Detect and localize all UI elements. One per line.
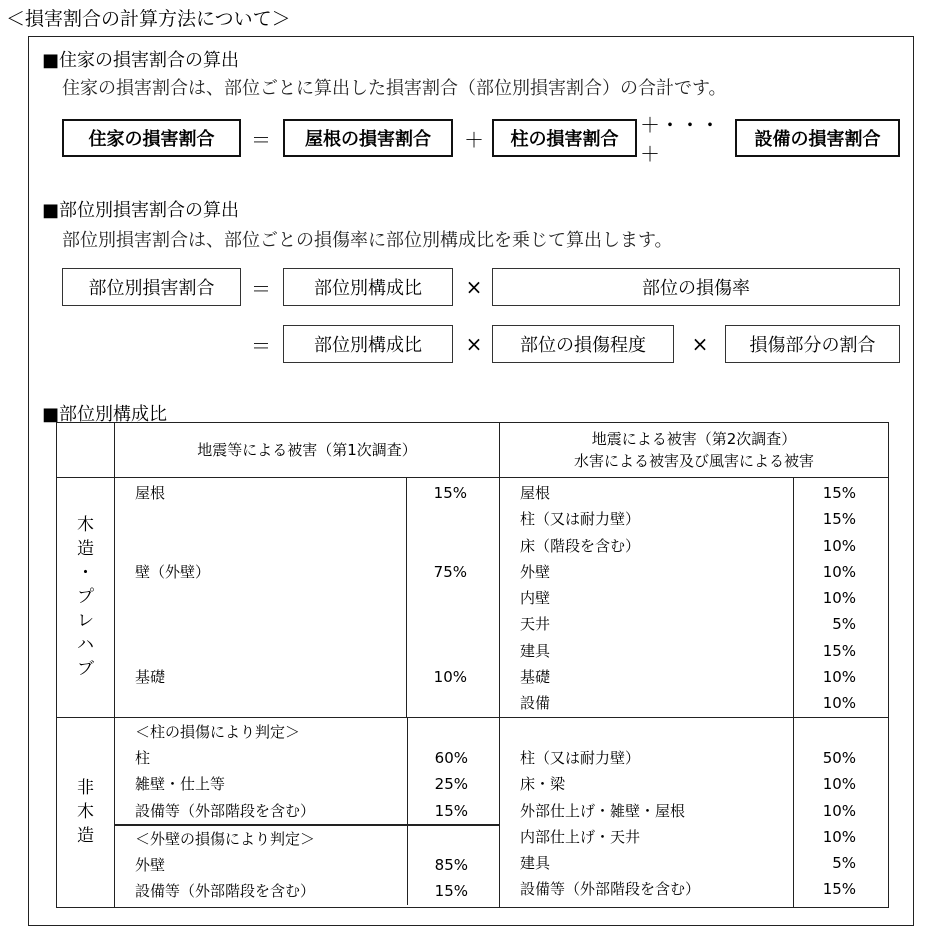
list-value: 10% <box>822 801 857 820</box>
list-item <box>135 585 406 611</box>
list-value: 15% <box>433 484 468 502</box>
nonwood-second-pcts <box>794 717 889 907</box>
list-item: 基礎 <box>135 668 166 687</box>
list-value: 15% <box>407 878 500 904</box>
wood-second-pcts <box>794 478 889 718</box>
formula3-equals: ＝ <box>251 333 271 358</box>
list-value: 60% <box>407 745 500 771</box>
list-item: 建具 <box>520 854 551 873</box>
wood-first-names <box>115 478 407 718</box>
section1-text: 住家の損害割合は、部位ごとに算出した損害割合（部位別損害割合）の合計です。 <box>62 78 727 99</box>
formula1-pillar: 柱の損害割合 <box>492 119 637 157</box>
list-value: 15% <box>822 484 857 502</box>
list-item: 内部仕上げ・天井 <box>520 827 641 846</box>
formula3-times1: × <box>465 332 483 356</box>
nonwood-first-cell <box>115 717 500 907</box>
wood-label-char: 木 <box>77 515 94 536</box>
formula1-plus: ＋ <box>464 127 484 152</box>
wood-label <box>57 478 115 718</box>
list-item: 柱（又は耐力壁） <box>520 510 641 529</box>
formula1-roof: 屋根の損害割合 <box>283 119 453 157</box>
list-value: 15% <box>407 798 500 825</box>
list-item: 設備等（外部階段を含む） <box>520 880 701 899</box>
formula1-lhs: 住家の損害割合 <box>62 119 241 157</box>
list-value: 15% <box>822 641 857 660</box>
composition-table <box>56 422 889 908</box>
formula1-equipment: 設備の損害割合 <box>735 119 900 157</box>
wood-label-char: プ <box>77 587 94 608</box>
nonwood-first-subtable <box>115 718 500 905</box>
list-value: 50% <box>822 748 857 767</box>
list-item: 外部仕上げ・雑壁・屋根 <box>520 801 686 820</box>
list-value: 10% <box>822 536 857 555</box>
wood-label-char: ハ <box>77 635 94 656</box>
list-item: 柱（又は耐力壁） <box>520 748 641 767</box>
section3-heading: ■部位別構成比 <box>42 404 168 425</box>
list-item: 雑壁・仕上等 <box>135 775 226 794</box>
formula3-damaged-portion: 損傷部分の割合 <box>725 325 900 363</box>
group2-title: ＜外壁の損傷により判定＞ <box>135 829 316 848</box>
list-item: 建具 <box>520 641 551 660</box>
list-item: 基礎 <box>520 668 551 687</box>
list-value: 75% <box>433 562 468 581</box>
col2-header <box>500 423 889 478</box>
wood-label-char: 造 <box>77 539 94 560</box>
formula3-damage-degree: 部位の損傷程度 <box>492 325 674 363</box>
page-title: ＜損害割合の計算方法について＞ <box>6 8 291 30</box>
list-value: 10% <box>822 589 857 608</box>
col2-header-line2: 水害による被害及び風害による被害 <box>574 452 815 470</box>
formula2-ratio: 部位別構成比 <box>283 268 453 306</box>
list-item: 床・梁 <box>520 775 566 794</box>
list-item: 柱 <box>135 748 151 767</box>
nonwood-label-char: 木 <box>77 802 94 823</box>
formula3-ratio: 部位別構成比 <box>283 325 453 363</box>
formula1-dots: ＋・・・＋ <box>640 113 720 166</box>
formula3-times2: × <box>691 332 709 356</box>
list-value: 10% <box>822 694 857 713</box>
list-item: 屋根 <box>520 484 551 502</box>
list-value: 85% <box>407 852 500 878</box>
wood-label-char: レ <box>77 611 94 632</box>
group1-title: ＜柱の損傷により判定＞ <box>135 722 301 741</box>
wood-first-pcts <box>407 478 500 718</box>
nonwood-label-char: 非 <box>77 778 94 799</box>
section2-text: 部位別損害割合は、部位ごとの損傷率に部位別構成比を乗じて算出します。 <box>62 230 673 251</box>
list-item: 屋根 <box>135 484 166 502</box>
formula2-equals: ＝ <box>251 276 271 301</box>
list-value: 10% <box>822 668 857 687</box>
list-item <box>135 533 406 559</box>
list-item: 外壁 <box>520 562 551 581</box>
list-item <box>135 611 406 637</box>
list-value: 15% <box>822 510 857 529</box>
list-value <box>407 506 467 532</box>
list-item: 内壁 <box>520 589 551 608</box>
formula2-lhs: 部位別損害割合 <box>62 268 241 306</box>
nonwood-label <box>57 717 115 907</box>
wood-second-names <box>500 478 794 718</box>
list-item <box>135 638 406 664</box>
col1-header: 地震等による被害（第1次調査） <box>115 423 500 478</box>
list-value: 10% <box>433 668 468 687</box>
nonwood-label-char: 造 <box>77 826 94 847</box>
formula2-damage-rate: 部位の損傷率 <box>492 268 900 306</box>
list-item <box>520 719 793 745</box>
nonwood-second-names <box>500 717 794 907</box>
list-value: 10% <box>822 562 857 581</box>
formula1-equals: ＝ <box>251 127 271 152</box>
list-value <box>407 585 467 611</box>
wood-label-char: ブ <box>77 659 94 680</box>
list-value: 10% <box>822 827 857 846</box>
wood-label-char: ・ <box>77 563 94 584</box>
list-item: 床（階段を含む） <box>520 536 641 555</box>
list-value: 5% <box>832 615 857 634</box>
list-item: 設備等（外部階段を含む） <box>135 801 316 820</box>
list-value <box>407 611 467 637</box>
list-value <box>407 533 467 559</box>
list-item: 設備等（外部階段を含む） <box>135 882 316 901</box>
list-item <box>135 506 406 532</box>
list-value: 5% <box>832 854 857 873</box>
list-item: 壁（外壁） <box>135 562 211 581</box>
section1-heading: ■住家の損害割合の算出 <box>42 50 240 71</box>
list-value <box>794 719 856 745</box>
section2-heading: ■部位別損害割合の算出 <box>42 200 240 221</box>
list-value: 25% <box>407 771 500 797</box>
list-value: 15% <box>822 880 857 899</box>
list-value <box>407 638 467 664</box>
list-item: 外壁 <box>135 856 166 875</box>
list-item: 設備 <box>520 694 551 713</box>
col2-header-line1: 地震による被害（第2次調査） <box>591 430 797 448</box>
list-item: 天井 <box>520 615 551 634</box>
formula2-times: × <box>465 275 483 299</box>
header-empty-cell <box>57 423 115 478</box>
list-value: 10% <box>822 775 857 794</box>
